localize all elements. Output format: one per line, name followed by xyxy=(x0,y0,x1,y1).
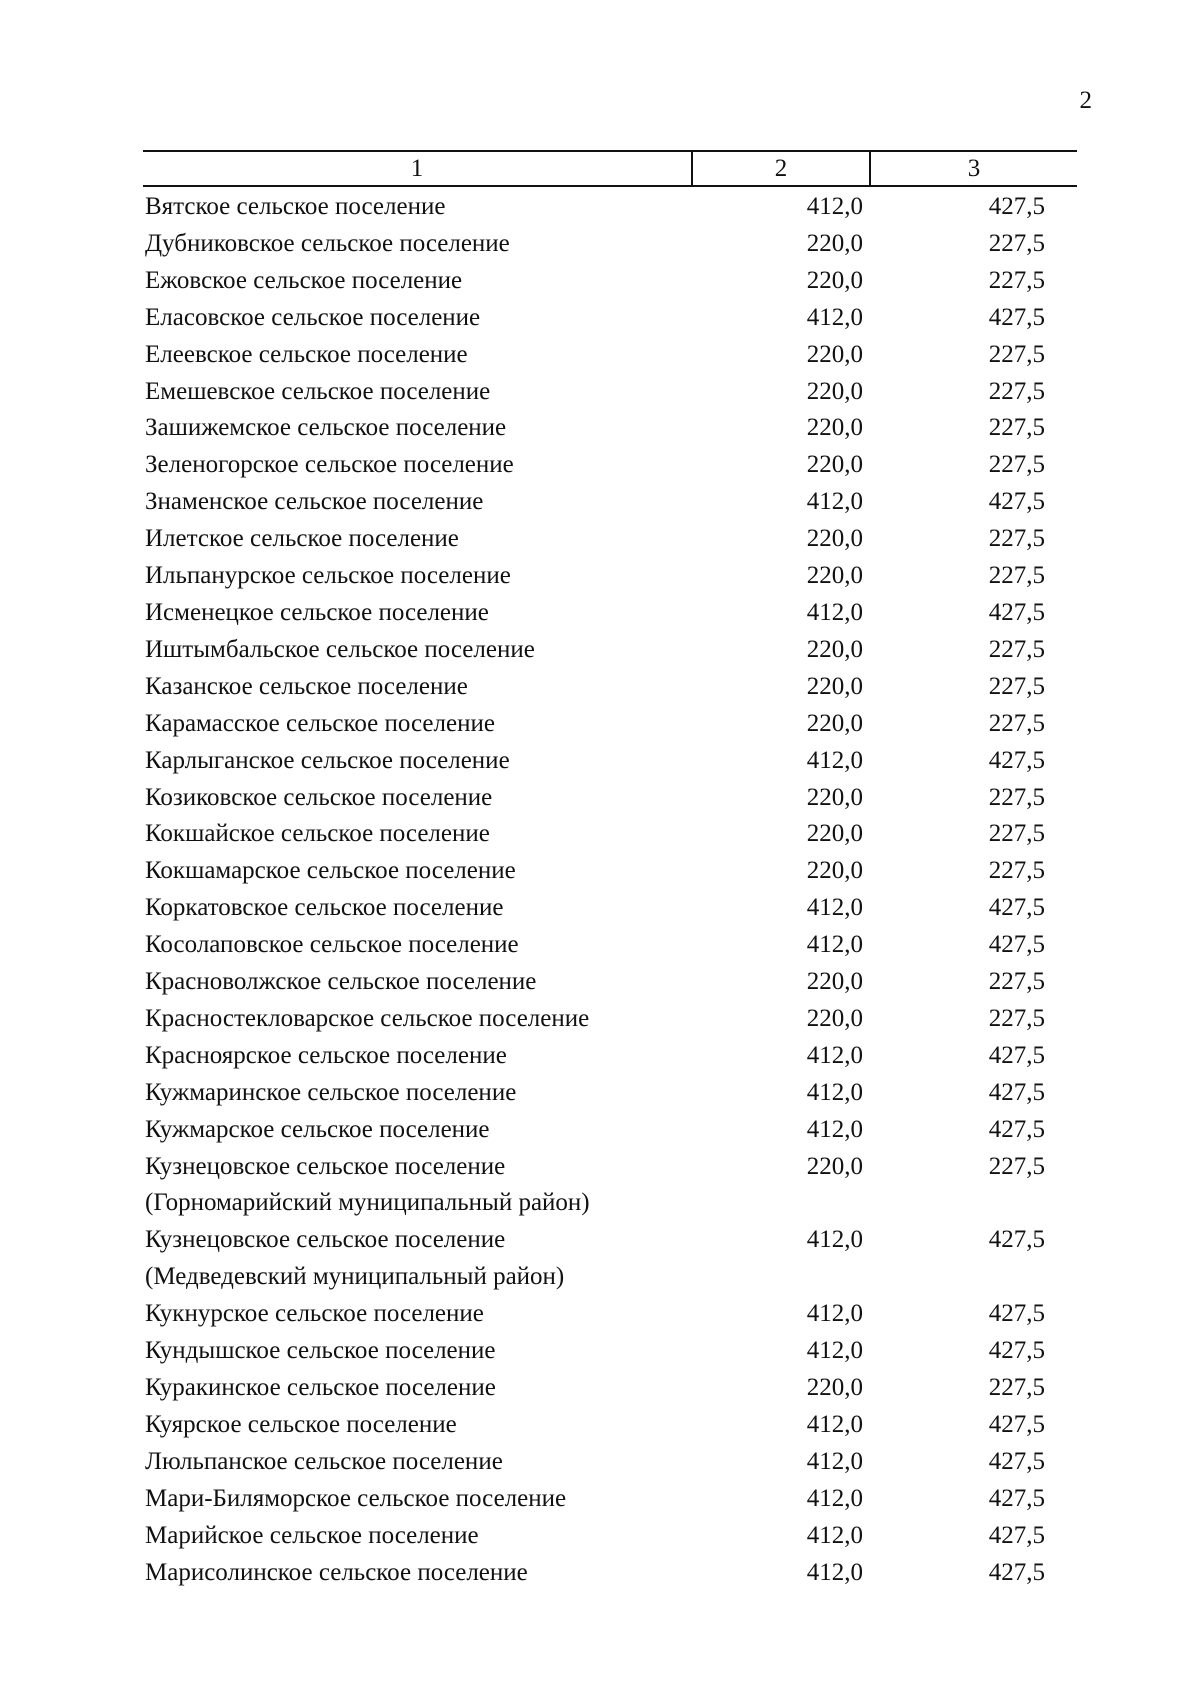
settlement-name xyxy=(143,780,693,817)
table-row xyxy=(143,669,1077,706)
value-column-2: 412,0 xyxy=(806,1558,863,1586)
value-column-3: 227,5 xyxy=(988,1004,1045,1032)
table-row xyxy=(143,595,1077,632)
settlement-name xyxy=(143,447,693,484)
settlement-name-line: Зеленогорское сельское поселение xyxy=(145,451,514,479)
settlement-name xyxy=(143,1112,693,1149)
table-row xyxy=(143,1444,1077,1481)
settlement-name-line: (Медведевский муниципальный район) xyxy=(145,1263,565,1291)
table-row xyxy=(143,521,1077,558)
settlement-name-line: Красноярское сельское поселение xyxy=(145,1041,507,1069)
table-row xyxy=(143,300,1077,337)
value-column-2: 412,0 xyxy=(806,1521,863,1549)
settlement-name xyxy=(143,816,693,853)
value-column-3: 227,5 xyxy=(988,635,1045,663)
settlement-name xyxy=(143,410,693,447)
settlement-name-line: Красноволжское сельское поселение xyxy=(145,968,537,996)
value-column-2: 412,0 xyxy=(806,1484,863,1512)
value-column-2: 220,0 xyxy=(806,1374,863,1401)
value-column-3: 227,5 xyxy=(988,340,1045,368)
table-row xyxy=(143,890,1077,927)
value-column-2: 412,0 xyxy=(806,303,863,331)
settlement-name-line: Мари-Биляморское сельское поселение xyxy=(145,1484,567,1512)
settlement-name xyxy=(143,558,693,595)
settlement-name-line: Еласовское сельское поселение xyxy=(145,303,481,331)
value-column-3: 227,5 xyxy=(988,672,1045,700)
settlement-name-line: Кундышское сельское поселение xyxy=(145,1337,496,1365)
settlement-name-line: Красностекловарское сельское поселение xyxy=(145,1004,590,1032)
table-row xyxy=(143,1555,1077,1592)
settlement-name-line: Зашижемское сельское поселение xyxy=(145,414,507,442)
settlement-name-line: Вятское сельское поселение xyxy=(145,193,446,220)
settlement-name-line: Исменецкое сельское поселение xyxy=(145,598,489,626)
value-column-3: 227,5 xyxy=(988,414,1045,442)
settlement-name xyxy=(143,263,693,300)
value-column-2: 220,0 xyxy=(806,857,863,885)
value-column-3: 227,5 xyxy=(988,562,1045,590)
value-column-2: 412,0 xyxy=(806,1226,863,1254)
value-column-2: 220,0 xyxy=(806,1004,863,1032)
settlement-name-line: Коркатовское сельское поселение xyxy=(145,894,504,922)
table-row xyxy=(143,964,1077,1001)
settlement-name xyxy=(143,1296,693,1333)
value-column-3: 427,5 xyxy=(988,598,1045,626)
settlement-name xyxy=(143,1075,693,1112)
table-row xyxy=(143,1112,1077,1149)
settlement-name-line: Косолаповское сельское поселение xyxy=(145,931,519,959)
value-column-3: 427,5 xyxy=(988,1521,1045,1549)
table-row xyxy=(143,780,1077,817)
value-column-2: 220,0 xyxy=(806,525,863,553)
value-column-2: 412,0 xyxy=(806,488,863,516)
value-column-3: 227,5 xyxy=(988,266,1045,294)
value-column-3: 427,5 xyxy=(988,894,1045,922)
settlement-name xyxy=(143,890,693,927)
settlement-name-line: Ежовское сельское поселение xyxy=(145,266,463,294)
table-row xyxy=(143,706,1077,743)
value-column-3: 427,5 xyxy=(988,193,1045,220)
settlement-name-line: Елеевское сельское поселение xyxy=(145,340,468,368)
value-column-3: 227,5 xyxy=(988,451,1045,479)
value-column-2: 412,0 xyxy=(806,1410,863,1438)
settlement-name xyxy=(143,521,693,558)
value-column-2: 412,0 xyxy=(806,1447,863,1475)
settlement-name xyxy=(143,300,693,337)
settlement-name-line: Дубниковское сельское поселение xyxy=(145,229,510,257)
table-row xyxy=(143,263,1077,300)
settlement-name xyxy=(143,964,693,1001)
column-header-1: 1 xyxy=(143,152,693,185)
settlement-name xyxy=(143,374,693,411)
settlement-name-line: Кужмаринское сельское поселение xyxy=(145,1078,517,1106)
table-row xyxy=(143,743,1077,780)
value-column-3: 427,5 xyxy=(988,488,1045,516)
table-row xyxy=(143,410,1077,447)
value-column-2: 220,0 xyxy=(806,968,863,996)
value-column-3: 427,5 xyxy=(988,1410,1045,1438)
settlement-name xyxy=(143,1370,693,1407)
settlement-name-line: Кузнецовское сельское поселение xyxy=(145,1152,506,1180)
settlement-name-line: Куярское сельское поселение xyxy=(145,1410,457,1438)
settlement-name xyxy=(143,484,693,521)
value-column-3: 427,5 xyxy=(988,1300,1045,1328)
settlement-name xyxy=(143,1038,693,1075)
table-row xyxy=(143,189,1077,226)
value-column-3: 427,5 xyxy=(988,1226,1045,1254)
value-column-2: 220,0 xyxy=(806,783,863,811)
value-column-2: 412,0 xyxy=(806,1115,863,1143)
settlement-name xyxy=(143,226,693,263)
settlement-name xyxy=(143,632,693,669)
value-column-3: 227,5 xyxy=(988,709,1045,737)
value-column-2: 412,0 xyxy=(806,746,863,774)
value-column-3: 427,5 xyxy=(988,1115,1045,1143)
settlement-name xyxy=(143,853,693,890)
value-column-2: 412,0 xyxy=(806,193,863,220)
settlement-name-line: Марийское сельское поселение xyxy=(145,1521,479,1549)
value-column-2: 220,0 xyxy=(806,414,863,442)
table-row xyxy=(143,1296,1077,1333)
table-row xyxy=(143,1518,1077,1555)
value-column-3: 427,5 xyxy=(988,1337,1045,1365)
settlement-name xyxy=(143,927,693,964)
value-column-3: 427,5 xyxy=(988,303,1045,331)
value-column-2: 220,0 xyxy=(806,1152,863,1180)
table-row xyxy=(143,632,1077,669)
value-column-2: 412,0 xyxy=(806,931,863,959)
settlement-name-line: Ильпанурское сельское поселение xyxy=(145,562,511,590)
table-row xyxy=(143,1370,1077,1407)
table-row xyxy=(143,337,1077,374)
settlement-name-line: Кузнецовское сельское поселение xyxy=(145,1226,506,1254)
value-column-2: 412,0 xyxy=(806,894,863,922)
table-row xyxy=(143,374,1077,411)
value-column-3: 227,5 xyxy=(988,857,1045,885)
value-column-2: 220,0 xyxy=(806,451,863,479)
value-column-2: 412,0 xyxy=(806,1337,863,1365)
settlement-name xyxy=(143,1481,693,1518)
table-row xyxy=(143,558,1077,595)
value-column-3: 427,5 xyxy=(988,746,1045,774)
settlement-name-line: Илетское сельское поселение xyxy=(145,525,459,553)
value-column-2: 220,0 xyxy=(806,709,863,737)
table-row xyxy=(143,1333,1077,1370)
settlements-table xyxy=(143,150,1077,1591)
settlement-name-line: Козиковское сельское поселение xyxy=(145,783,493,811)
table-row xyxy=(143,816,1077,853)
value-column-2: 412,0 xyxy=(806,1300,863,1328)
column-header-3: 3 xyxy=(967,155,981,182)
value-column-3: 227,5 xyxy=(988,968,1045,996)
value-column-3: 227,5 xyxy=(988,783,1045,811)
column-header-2: 2 xyxy=(693,152,871,185)
settlement-name xyxy=(143,1333,693,1370)
settlement-name xyxy=(143,1149,693,1223)
settlement-name xyxy=(143,669,693,706)
settlement-name-line: Казанское сельское поселение xyxy=(145,672,468,700)
value-column-3: 227,5 xyxy=(988,1152,1045,1180)
settlement-name-line: Карамасское сельское поселение xyxy=(145,709,495,737)
settlement-name xyxy=(143,1407,693,1444)
table-row xyxy=(143,484,1077,521)
value-column-2: 220,0 xyxy=(806,340,863,368)
value-column-2: 220,0 xyxy=(806,562,863,590)
value-column-2: 220,0 xyxy=(806,820,863,848)
settlement-name xyxy=(143,1518,693,1555)
settlement-name-line: Емешевское сельское поселение xyxy=(145,377,491,405)
settlement-name-line: Знаменское сельское поселение xyxy=(145,488,484,516)
value-column-3: 427,5 xyxy=(988,1447,1045,1475)
table-row xyxy=(143,447,1077,484)
table-header-row xyxy=(143,150,1077,187)
settlement-name xyxy=(143,706,693,743)
settlement-name-line: Куракинское сельское поселение xyxy=(145,1374,496,1401)
table-row xyxy=(143,226,1077,263)
value-column-3: 427,5 xyxy=(988,1041,1045,1069)
table-row xyxy=(143,1407,1077,1444)
value-column-2: 220,0 xyxy=(806,229,863,257)
settlement-name-line: Марисолинское сельское поселение xyxy=(145,1558,528,1586)
settlement-name-line: (Горномарийский муниципальный район) xyxy=(145,1189,590,1217)
value-column-3: 227,5 xyxy=(988,525,1045,553)
settlement-name xyxy=(143,1001,693,1038)
settlement-name xyxy=(143,1444,693,1481)
settlement-name-line: Кокшамарское сельское поселение xyxy=(145,857,516,885)
value-column-2: 412,0 xyxy=(806,598,863,626)
value-column-2: 220,0 xyxy=(806,377,863,405)
page-number: 2 xyxy=(1079,87,1092,114)
settlement-name-line: Иштымбальское сельское поселение xyxy=(145,635,535,663)
settlement-name xyxy=(143,743,693,780)
value-column-3: 227,5 xyxy=(988,377,1045,405)
settlement-name-line: Люльпанское сельское поселение xyxy=(145,1447,503,1475)
value-column-3: 427,5 xyxy=(988,1558,1045,1586)
settlement-name xyxy=(143,1555,693,1592)
value-column-2: 412,0 xyxy=(806,1041,863,1069)
value-column-2: 220,0 xyxy=(806,672,863,700)
table-row xyxy=(143,1075,1077,1112)
table-row xyxy=(143,1001,1077,1038)
table-row xyxy=(143,1222,1077,1296)
settlement-name-line: Кужмарское сельское поселение xyxy=(145,1115,490,1143)
value-column-3: 427,5 xyxy=(988,931,1045,959)
settlement-name xyxy=(143,337,693,374)
value-column-3: 227,5 xyxy=(988,229,1045,257)
table-row xyxy=(143,1481,1077,1518)
value-column-3: 427,5 xyxy=(988,1484,1045,1512)
table-row xyxy=(143,1149,1077,1223)
value-column-3: 227,5 xyxy=(988,820,1045,848)
settlement-name-line: Кокшайское сельское поселение xyxy=(145,820,490,848)
table-body xyxy=(143,189,1077,1591)
settlement-name xyxy=(143,595,693,632)
value-column-3: 227,5 xyxy=(988,1374,1045,1401)
settlement-name-line: Кукнурское сельское поселение xyxy=(145,1300,484,1328)
value-column-2: 412,0 xyxy=(806,1078,863,1106)
table-row xyxy=(143,853,1077,890)
value-column-3: 427,5 xyxy=(988,1078,1045,1106)
settlement-name xyxy=(143,189,693,226)
value-column-2: 220,0 xyxy=(806,266,863,294)
table-row xyxy=(143,927,1077,964)
settlement-name-line: Карлыганское сельское поселение xyxy=(145,746,510,774)
table-row xyxy=(143,1038,1077,1075)
settlement-name xyxy=(143,1222,693,1296)
value-column-2: 220,0 xyxy=(806,635,863,663)
